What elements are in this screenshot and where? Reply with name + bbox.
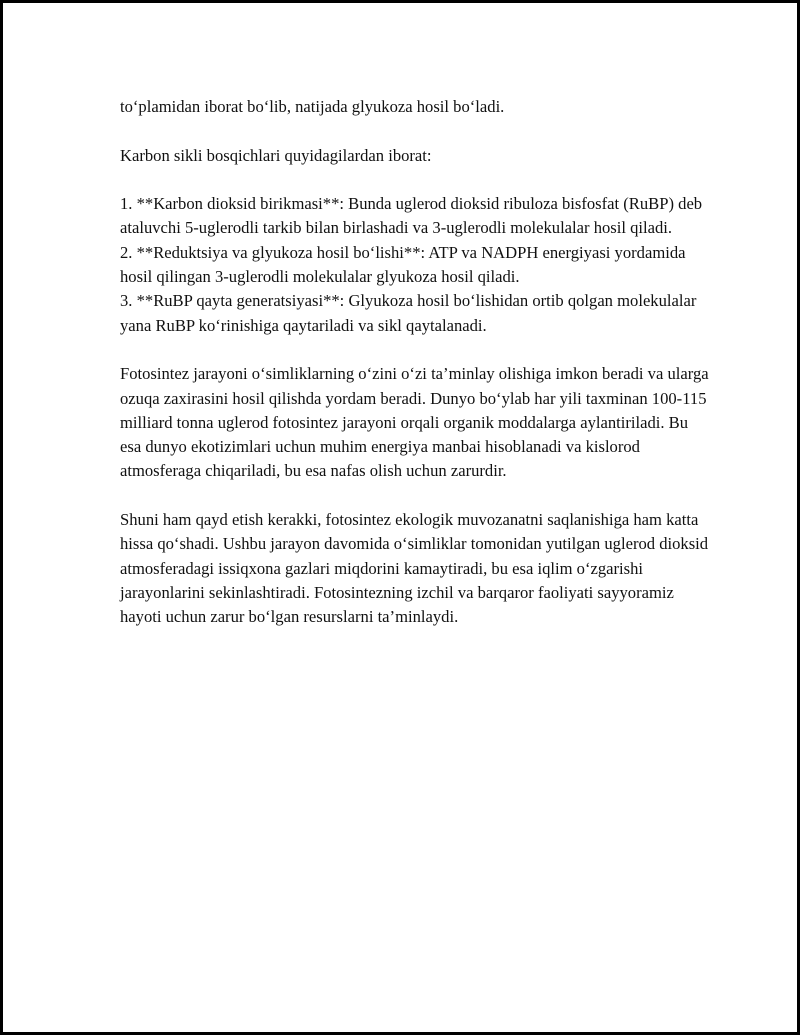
document-body — [120, 95, 710, 630]
paragraph-gap — [120, 119, 710, 143]
paragraph-gap — [120, 168, 710, 192]
paragraph-gap — [120, 338, 710, 362]
list-item-stage-1: 1. **Karbon dioksid birikmasi**: Bunda uglerod dioksid ribuloza bisfosfat (RuBP) deb ataluvchi 5-uglerodli tarkib bilan birlashadi va 3-uglerodli molekulalar hosil qiladi. — [120, 194, 703, 238]
paragraph-importance: Fotosintez jarayoni o‘simliklarning o‘zini o‘zi ta’minlay olishiga imkon beradi va ularga ozuqa zaxirasini hosil qilishda yordam beradi. Dunyo bo‘ylab har yili taxminan 100-115 milliard tonna uglerod fotosintez jarayoni orqali organik moddalarga aylantiriladi. Bu esa dunyo ekotizimlari uchun muhim energiya manbai hisoblanadi va kislorod atmosferaga chiqariladi, bu esa nafas olish uchun zarurdir. — [120, 364, 709, 481]
list-item-stage-3: 3. **RuBP qayta generatsiyasi**: Glyukoza hosil bo‘lishidan ortib qolgan molekulalar yana RuBP ko‘rinishiga qaytariladi va sikl qaytalanadi. — [120, 291, 697, 335]
list-item-stage-2: 2. **Reduktsiya va glyukoza hosil bo‘lishi**: ATP va NADPH energiyasi yordamida hosil qilingan 3-uglerodli molekulalar glyukoza hosil qiladi. — [120, 242, 686, 287]
paragraph-intro-continuation: to‘plamidan iborat bo‘lib, natijada glyukoza hosil bo‘ladi. — [120, 97, 505, 116]
paragraph-stages-heading: Karbon sikli bosqichlari quyidagilardan iborat: — [120, 145, 432, 165]
paragraph-ecology: Shuni ham qayd etish kerakki, fotosintez ekologik muvozanatni saqlanishiga ham katta hissa qo‘shadi. Ushbu jarayon davomida o‘simliklar tomonidan yutilgan uglerod dioksid atmosferadagi issiqxona gazlari miqdorini kamaytiradi, bu esa iqlim o‘zgarishi jarayonlarini sekinlashtiradi. Fotosintezning izchil va barqaror faoliyati sayyoramiz hayoti uchun zarur bo‘lgan resurslarni ta’minlaydi. — [120, 510, 709, 627]
paragraph-gap — [120, 484, 710, 508]
